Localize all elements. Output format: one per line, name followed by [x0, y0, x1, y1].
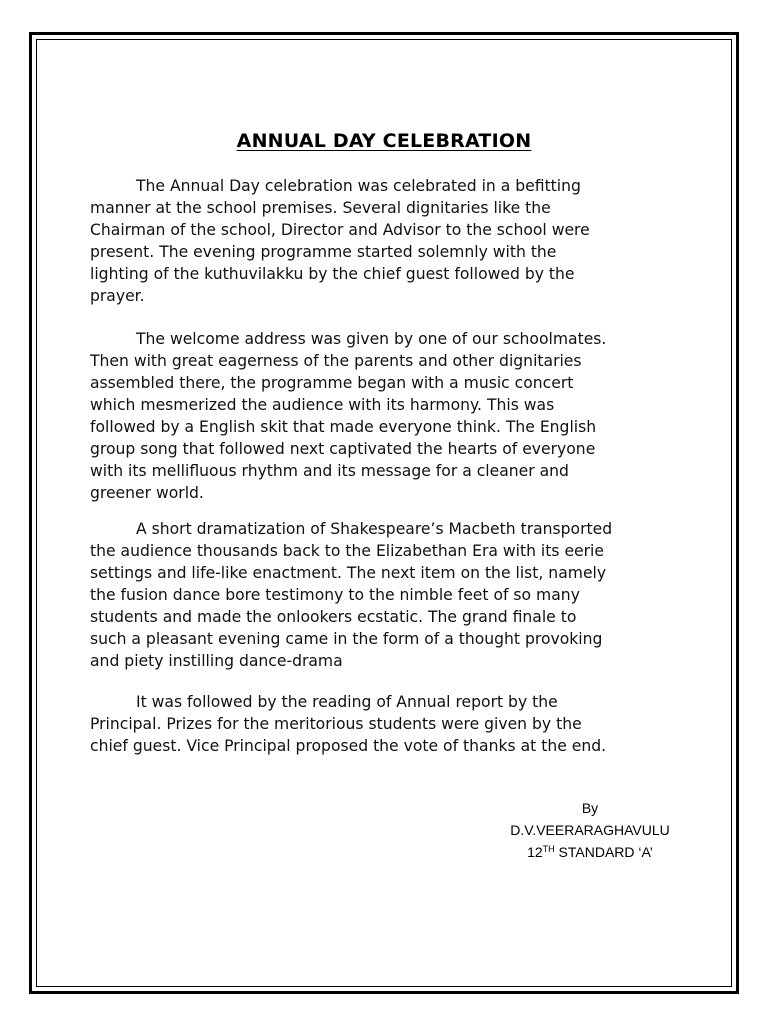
paragraph-line: the audience thousands back to the Elizabethan Era with its eerie	[90, 542, 604, 560]
signature-by: By	[581, 800, 599, 816]
paragraph-line: manner at the school premises. Several dignitaries like the	[90, 199, 551, 217]
paragraph-line: present. The evening programme started solemnly with the	[90, 243, 557, 261]
paragraph-line: group song that followed next captivated the hearts of everyone	[90, 440, 596, 458]
paragraph-line: and piety instilling dance-drama	[90, 652, 343, 670]
paragraph-line: with its mellifluous rhythm and its message for a cleaner and	[90, 462, 569, 480]
paragraph-line: lighting of the kuthuvilakku by the chief guest followed by the	[90, 265, 575, 283]
paragraph-line: settings and life-like enactment. The next item on the list, namely	[90, 564, 607, 582]
paragraph-line: Principal. Prizes for the meritorious students were given by the	[90, 715, 582, 733]
paragraph-3	[90, 518, 690, 672]
document-title: ANNUAL DAY CELEBRATION	[236, 130, 532, 152]
paragraph-1	[90, 175, 690, 307]
paragraph-line: the fusion dance bore testimony to the nimble feet of so many	[90, 586, 580, 604]
paragraph-line: prayer.	[90, 287, 145, 305]
paragraph-line: students and made the onlookers ecstatic. The grand finale to	[90, 608, 577, 626]
paragraph-line: chief guest. Vice Principal proposed the vote of thanks at the end.	[90, 737, 607, 755]
paragraph-line: Then with great eagerness of the parents and other dignitaries	[90, 352, 582, 370]
paragraph-line: Chairman of the school, Director and Advisor to the school were	[90, 221, 590, 239]
signature-name: D.V.VEERARAGHAVULU	[510, 822, 670, 838]
paragraph-line: greener world.	[90, 484, 204, 502]
paragraph-line: assembled there, the programme began with a music concert	[90, 374, 574, 392]
paragraph-line: such a pleasant evening came in the form of a thought provoking	[90, 630, 603, 648]
paragraph-4	[90, 691, 690, 757]
paragraph-line: The welcome address was given by one of our schoolmates.	[136, 330, 607, 348]
standard-superscript: TH	[542, 844, 555, 854]
paragraph-line: A short dramatization of Shakespeare’s Macbeth transported	[136, 520, 613, 538]
paragraph-2	[90, 328, 690, 504]
paragraph-line: It was followed by the reading of Annual report by the	[136, 693, 558, 711]
signature-standard: 12TH STANDARD ‘A’	[527, 844, 653, 860]
paragraph-line: which mesmerized the audience with its harmony. This was	[90, 396, 555, 414]
signature-block	[480, 797, 700, 863]
paragraph-line: The Annual Day celebration was celebrated in a befitting	[136, 177, 581, 195]
paragraph-line: followed by a English skit that made everyone think. The English	[90, 418, 597, 436]
